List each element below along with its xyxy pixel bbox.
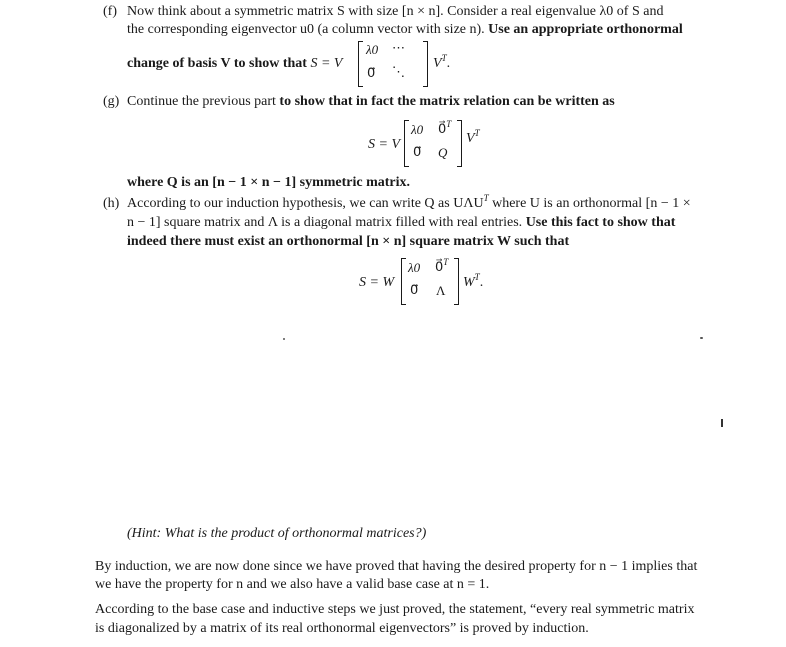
matrix-cell-tr [435,257,449,275]
part-h-line-1-plain: According to our induction hypothesis, we can write Q as UΛU [127,196,484,211]
matrix-cell-bl: 0⃗ [410,282,419,297]
bracket-left [358,41,363,87]
part-h-eq-rhs-sup: T [474,272,480,282]
part-g-eq-rhs-letter: V [466,131,475,146]
part-f-eq-rhs-sup: T [441,53,447,63]
part-f-eq-rhs-letter: V [433,56,442,71]
matrix-cell-tr: ⋯ [392,40,405,55]
part-h-eq-rhs-letter: W [463,275,475,290]
part-h-line-1 [127,195,691,214]
part-g-label: (g) [103,94,120,109]
part-h-eq-lhs [359,274,394,292]
part-h-eq-rhs: $W^T$. [463,272,484,290]
part-h-matrix [401,258,459,304]
part-g-line-1 [127,93,615,111]
part-h-line-2-plain: n − 1] square matrix and Λ is a diagonal matrix filled with real entries. [127,215,523,230]
part-h-line-2-bold: Use this fact to show that [525,215,676,230]
matrix-cell-tl: λ0 [366,42,379,57]
part-h-line-1-sup: T [483,193,489,203]
part-h-label: (h) [103,196,120,211]
bracket-left [401,258,406,305]
matrix-cell-bl: 0⃗ [367,65,376,80]
matrix-cell-br: Q [438,145,448,160]
bracket-left [404,120,409,167]
part-f-matrix [358,41,428,86]
part-g-where-line [127,174,410,192]
part-g-line-1-plain: Continue the previous part [127,94,276,109]
part-h-line-3 [127,233,569,251]
part-g-eq-lhs-text: S = V [368,137,400,152]
scan-speck [283,338,285,340]
matrix-cell-tr-base: 0⃗ [438,121,447,136]
bracket-right [457,120,462,167]
part-h-hint-text: (Hint: What is the product of orthonormal matrices?) [127,526,427,541]
matrix-cell-tl: λ0 [411,122,424,137]
part-f-line-1-text: Now think about a symmetric matrix S with size [n × n]. Consider a real eigenvalue λ0 of S and [127,4,664,19]
part-g-eq-lhs [368,136,400,154]
part-g-eq-rhs-sup: T [474,128,480,138]
part-h-hint [127,525,426,543]
matrix-cell-br: ⋱ [392,64,405,79]
bracket-right [454,258,459,305]
conclusion-p1-line-1: By induction, we are now done since we have proved that having the desired property for n − 1 implies that [95,559,698,574]
bracket-right [423,41,428,87]
part-h-line-2 [127,214,675,232]
part-f-line-1 [127,3,663,21]
matrix-cell-tr-sup: T [446,119,452,129]
scan-mark [721,419,723,427]
part-f-line-2-bold: Use an appropriate orthonormal [488,22,683,37]
part-f-line-3 [127,55,342,73]
part-f-line-2 [127,21,683,39]
part-f-eq-lhs: S = V [310,56,343,71]
part-g-where-text: where Q is an [n − 1 × n − 1] symmetric matrix. [127,175,411,190]
matrix-cell-tr-base: 0⃗ [435,259,444,274]
matrix-cell-tl: λ0 [408,260,421,275]
scan-speck [700,337,703,339]
part-g-line-1-bold: to show that in fact the matrix relation can be written as [279,94,615,109]
part-g-matrix [404,120,462,166]
part-f-eq-rhs: $V^T$. [433,53,451,71]
part-h-line-1-plain2: where U is an orthonormal [n − 1 × [488,196,691,211]
matrix-cell-br: Λ [436,283,446,298]
conclusion-p2-line-1: According to the base case and inductive steps we just proved, the statement, “every real symmetric matrix [95,602,695,617]
part-f-label: (f) [103,4,117,19]
matrix-cell-bl: 0⃗ [413,144,422,159]
conclusion-p1-line-2: we have the property for n and we also have a valid base case at n = 1. [95,577,490,592]
matrix-cell-tr-sup: T [443,257,449,267]
matrix-cell-tr [438,119,452,137]
part-f-line-2-plain: the corresponding eigenvector u0 (a column vector with size n). [127,22,485,37]
conclusion-p2-line-2: is diagonalized by a matrix of its real orthonormal eigenvectors” is proved by induction. [95,621,589,636]
part-h-eq-lhs-text: S = W [359,275,395,290]
part-g-eq-rhs [466,130,480,149]
part-f-line-3-bold: change of basis V to show that [127,56,307,71]
part-h-line-3-bold: indeed there must exist an orthonormal [n × n] square matrix W such that [127,234,570,249]
